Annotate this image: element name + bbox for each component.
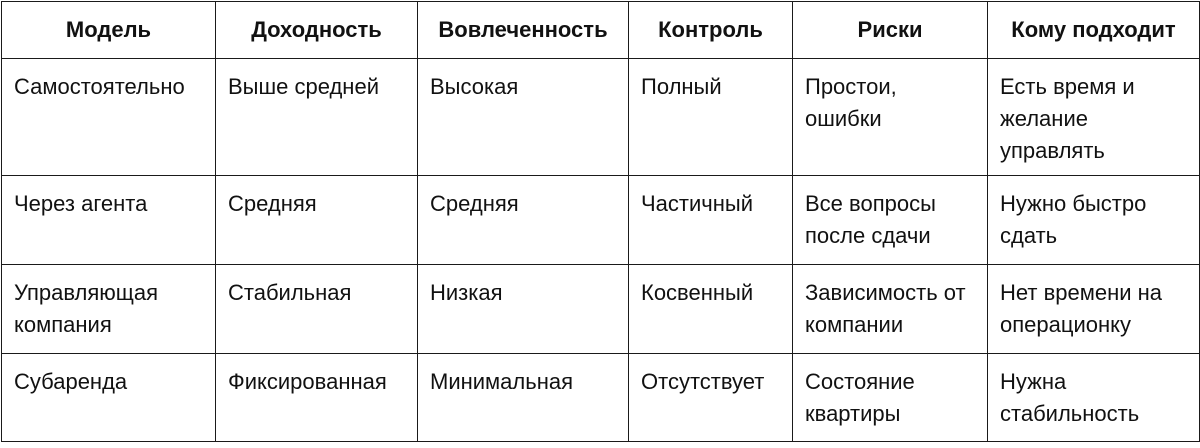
table-cell: Субаренда bbox=[2, 354, 216, 442]
table-cell: Минимальная bbox=[418, 354, 629, 442]
table-cell: Выше средней bbox=[216, 59, 418, 176]
table-cell: Косвенный bbox=[629, 265, 793, 354]
header-cell: Вовлеченность bbox=[418, 2, 629, 59]
table-cell: Низкая bbox=[418, 265, 629, 354]
table-cell: Средняя bbox=[418, 176, 629, 265]
header-cell: Доходность bbox=[216, 2, 418, 59]
table-cell: Нужна стабильность bbox=[988, 354, 1200, 442]
table-row bbox=[2, 354, 1200, 442]
table-cell: Фиксированная bbox=[216, 354, 418, 442]
table-cell: Нужно быстро сдать bbox=[988, 176, 1200, 265]
table-cell: Состояние квартиры bbox=[793, 354, 988, 442]
table-cell: Через агента bbox=[2, 176, 216, 265]
table-cell: Полный bbox=[629, 59, 793, 176]
table-cell: Отсутствует bbox=[629, 354, 793, 442]
table-cell: Стабильная bbox=[216, 265, 418, 354]
table-row bbox=[2, 176, 1200, 265]
table-cell: Частичный bbox=[629, 176, 793, 265]
header-cell: Кому подходит bbox=[988, 2, 1200, 59]
table-cell: Управляющая компания bbox=[2, 265, 216, 354]
table-cell: Все вопросы после сдачи bbox=[793, 176, 988, 265]
table-cell: Простои, ошибки bbox=[793, 59, 988, 176]
table-row bbox=[2, 265, 1200, 354]
table-cell: Средняя bbox=[216, 176, 418, 265]
table-header-row bbox=[2, 2, 1200, 59]
header-cell: Риски bbox=[793, 2, 988, 59]
table-cell: Самостоятельно bbox=[2, 59, 216, 176]
table-cell: Зависимость от компании bbox=[793, 265, 988, 354]
header-cell: Контроль bbox=[629, 2, 793, 59]
table-cell: Высокая bbox=[418, 59, 629, 176]
header-cell: Модель bbox=[2, 2, 216, 59]
table-cell: Нет времени на операционку bbox=[988, 265, 1200, 354]
comparison-table bbox=[1, 1, 1200, 442]
table-cell: Есть время и желание управлять bbox=[988, 59, 1200, 176]
table-row bbox=[2, 59, 1200, 176]
